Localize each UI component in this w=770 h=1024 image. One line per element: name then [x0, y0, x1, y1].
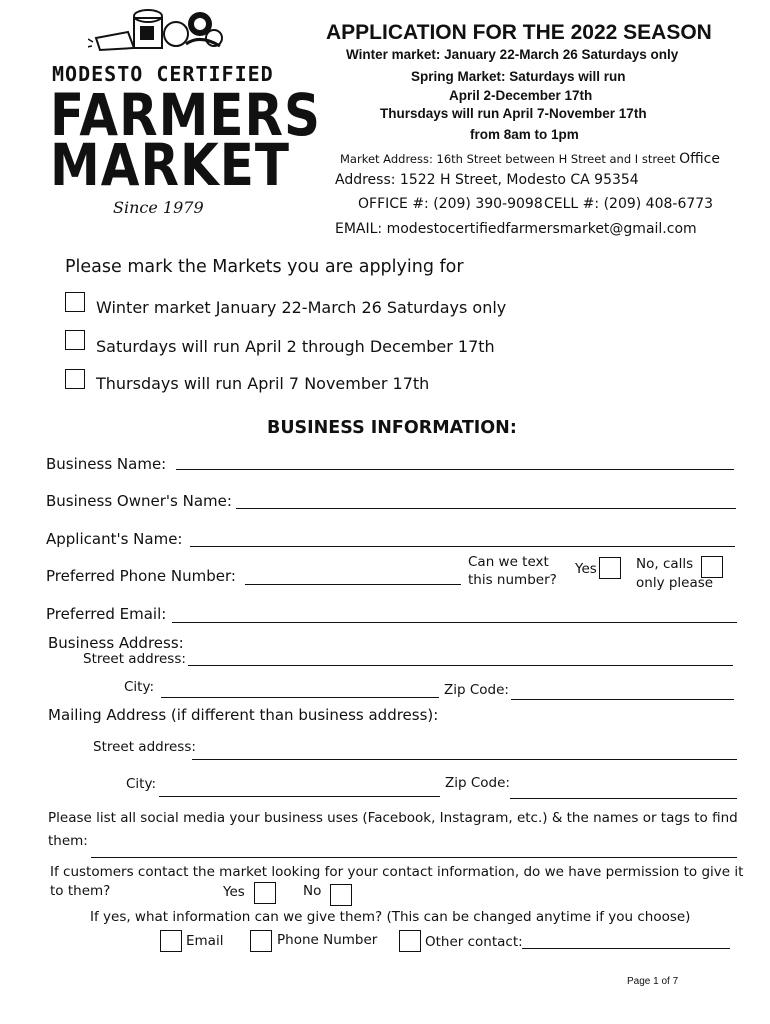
- spring-dates-2: April 2-December 17th: [449, 88, 593, 103]
- email-field[interactable]: [172, 622, 737, 623]
- info-question: If yes, what information can we give them? (This can be changed anytime if you choose): [90, 909, 691, 925]
- mail-street-field[interactable]: [192, 759, 737, 760]
- business-address-label: Business Address:: [48, 634, 184, 652]
- info-phone-checkbox[interactable]: [250, 930, 272, 952]
- social-media-field[interactable]: [91, 857, 737, 858]
- saturday-market-label: Saturdays will run April 2 through December 17th: [96, 337, 495, 356]
- thursday-dates: Thursdays will run April 7-November 17th: [380, 106, 647, 121]
- zip-label: Zip Code:: [444, 682, 509, 698]
- zip-field[interactable]: [511, 699, 734, 700]
- no-calls-checkbox[interactable]: [701, 556, 723, 578]
- contact-no-label: No: [303, 883, 322, 899]
- info-other-checkbox[interactable]: [399, 930, 421, 952]
- winter-dates: Winter market: January 22-March 26 Saturdays only: [346, 47, 679, 62]
- winter-market-label: Winter market January 22-March 26 Saturdays only: [96, 298, 507, 317]
- applicant-name-label: Applicant's Name:: [46, 530, 183, 548]
- office-phone: OFFICE #: (209) 390-9098: [358, 196, 543, 212]
- social-media-label-2: them:: [48, 833, 88, 849]
- thursday-market-checkbox[interactable]: [65, 369, 85, 389]
- logo-farmers: FARMERS: [50, 82, 322, 149]
- saturday-market-checkbox[interactable]: [65, 330, 85, 350]
- business-name-field[interactable]: [176, 469, 734, 470]
- street-address-field[interactable]: [188, 665, 733, 666]
- cell-phone: CELL #: (209) 408-6773: [544, 196, 714, 212]
- street-address-label: Street address:: [83, 651, 186, 667]
- business-info-heading: BUSINESS INFORMATION:: [267, 418, 517, 438]
- info-email-label: Email: [186, 933, 224, 949]
- contact-yes-checkbox[interactable]: [254, 882, 276, 904]
- mail-zip-field[interactable]: [510, 798, 737, 799]
- mail-zip-label: Zip Code:: [445, 775, 510, 791]
- contact-no-checkbox[interactable]: [330, 884, 352, 906]
- no-calls-label-2: only please: [636, 575, 714, 591]
- logo-subtitle: MODESTO CERTIFIED: [52, 62, 274, 86]
- mailing-address-label: Mailing Address (if different than business address):: [48, 706, 439, 724]
- city-field[interactable]: [161, 697, 439, 698]
- info-email-checkbox[interactable]: [160, 930, 182, 952]
- can-text-label-2: this number?: [468, 572, 557, 588]
- contact-permission-label-2: to them?: [50, 883, 111, 899]
- can-text-label-1: Can we text: [468, 554, 549, 570]
- owner-name-field[interactable]: [236, 508, 736, 509]
- owner-name-label: Business Owner's Name:: [46, 492, 232, 510]
- office-address: Address: 1522 H Street, Modesto CA 95354: [335, 172, 639, 188]
- spring-dates-1: Spring Market: Saturdays will run: [411, 69, 626, 84]
- applicant-name-field[interactable]: [190, 546, 735, 547]
- thursday-market-label: Thursdays will run April 7 November 17th: [96, 374, 430, 393]
- info-phone-label: Phone Number: [277, 932, 378, 948]
- page-number: Page 1 of 7: [627, 976, 679, 987]
- mail-city-field[interactable]: [159, 796, 440, 797]
- mail-street-label: Street address:: [93, 739, 196, 755]
- contact-email: EMAIL: modestocertifiedfarmersmarket@gmail.com: [335, 221, 697, 237]
- info-other-field[interactable]: [522, 948, 730, 949]
- markets-prompt: Please mark the Markets you are applying for: [65, 257, 464, 277]
- page-title: APPLICATION FOR THE 2022 SEASON: [326, 21, 712, 44]
- market-address: Market Address: 16th Street between H Street and I street Office: [340, 151, 720, 167]
- mail-city-label: City:: [126, 776, 157, 792]
- winter-market-checkbox[interactable]: [65, 292, 85, 312]
- city-label: City:: [124, 679, 155, 695]
- info-other-label: Other contact:: [425, 934, 523, 950]
- phone-field[interactable]: [245, 584, 461, 585]
- contact-yes-label: Yes: [223, 884, 245, 900]
- no-calls-label-1: No, calls: [636, 556, 694, 572]
- logo-market: MARKET: [50, 132, 290, 199]
- contact-permission-label-1: If customers contact the market looking for your contact information, do we have permission to give it: [50, 864, 744, 880]
- email-label: Preferred Email:: [46, 605, 167, 623]
- phone-label: Preferred Phone Number:: [46, 567, 236, 585]
- text-yes-checkbox[interactable]: [599, 557, 621, 579]
- social-media-label-1: Please list all social media your business uses (Facebook, Instagram, etc.) & the names or tags to find: [48, 810, 738, 826]
- logo-since: Since 1979: [113, 198, 204, 217]
- vegetable-basket-icon: [88, 8, 228, 54]
- market-hours: from 8am to 1pm: [470, 127, 579, 142]
- text-yes-label: Yes: [575, 561, 597, 577]
- business-name-label: Business Name:: [46, 455, 167, 473]
